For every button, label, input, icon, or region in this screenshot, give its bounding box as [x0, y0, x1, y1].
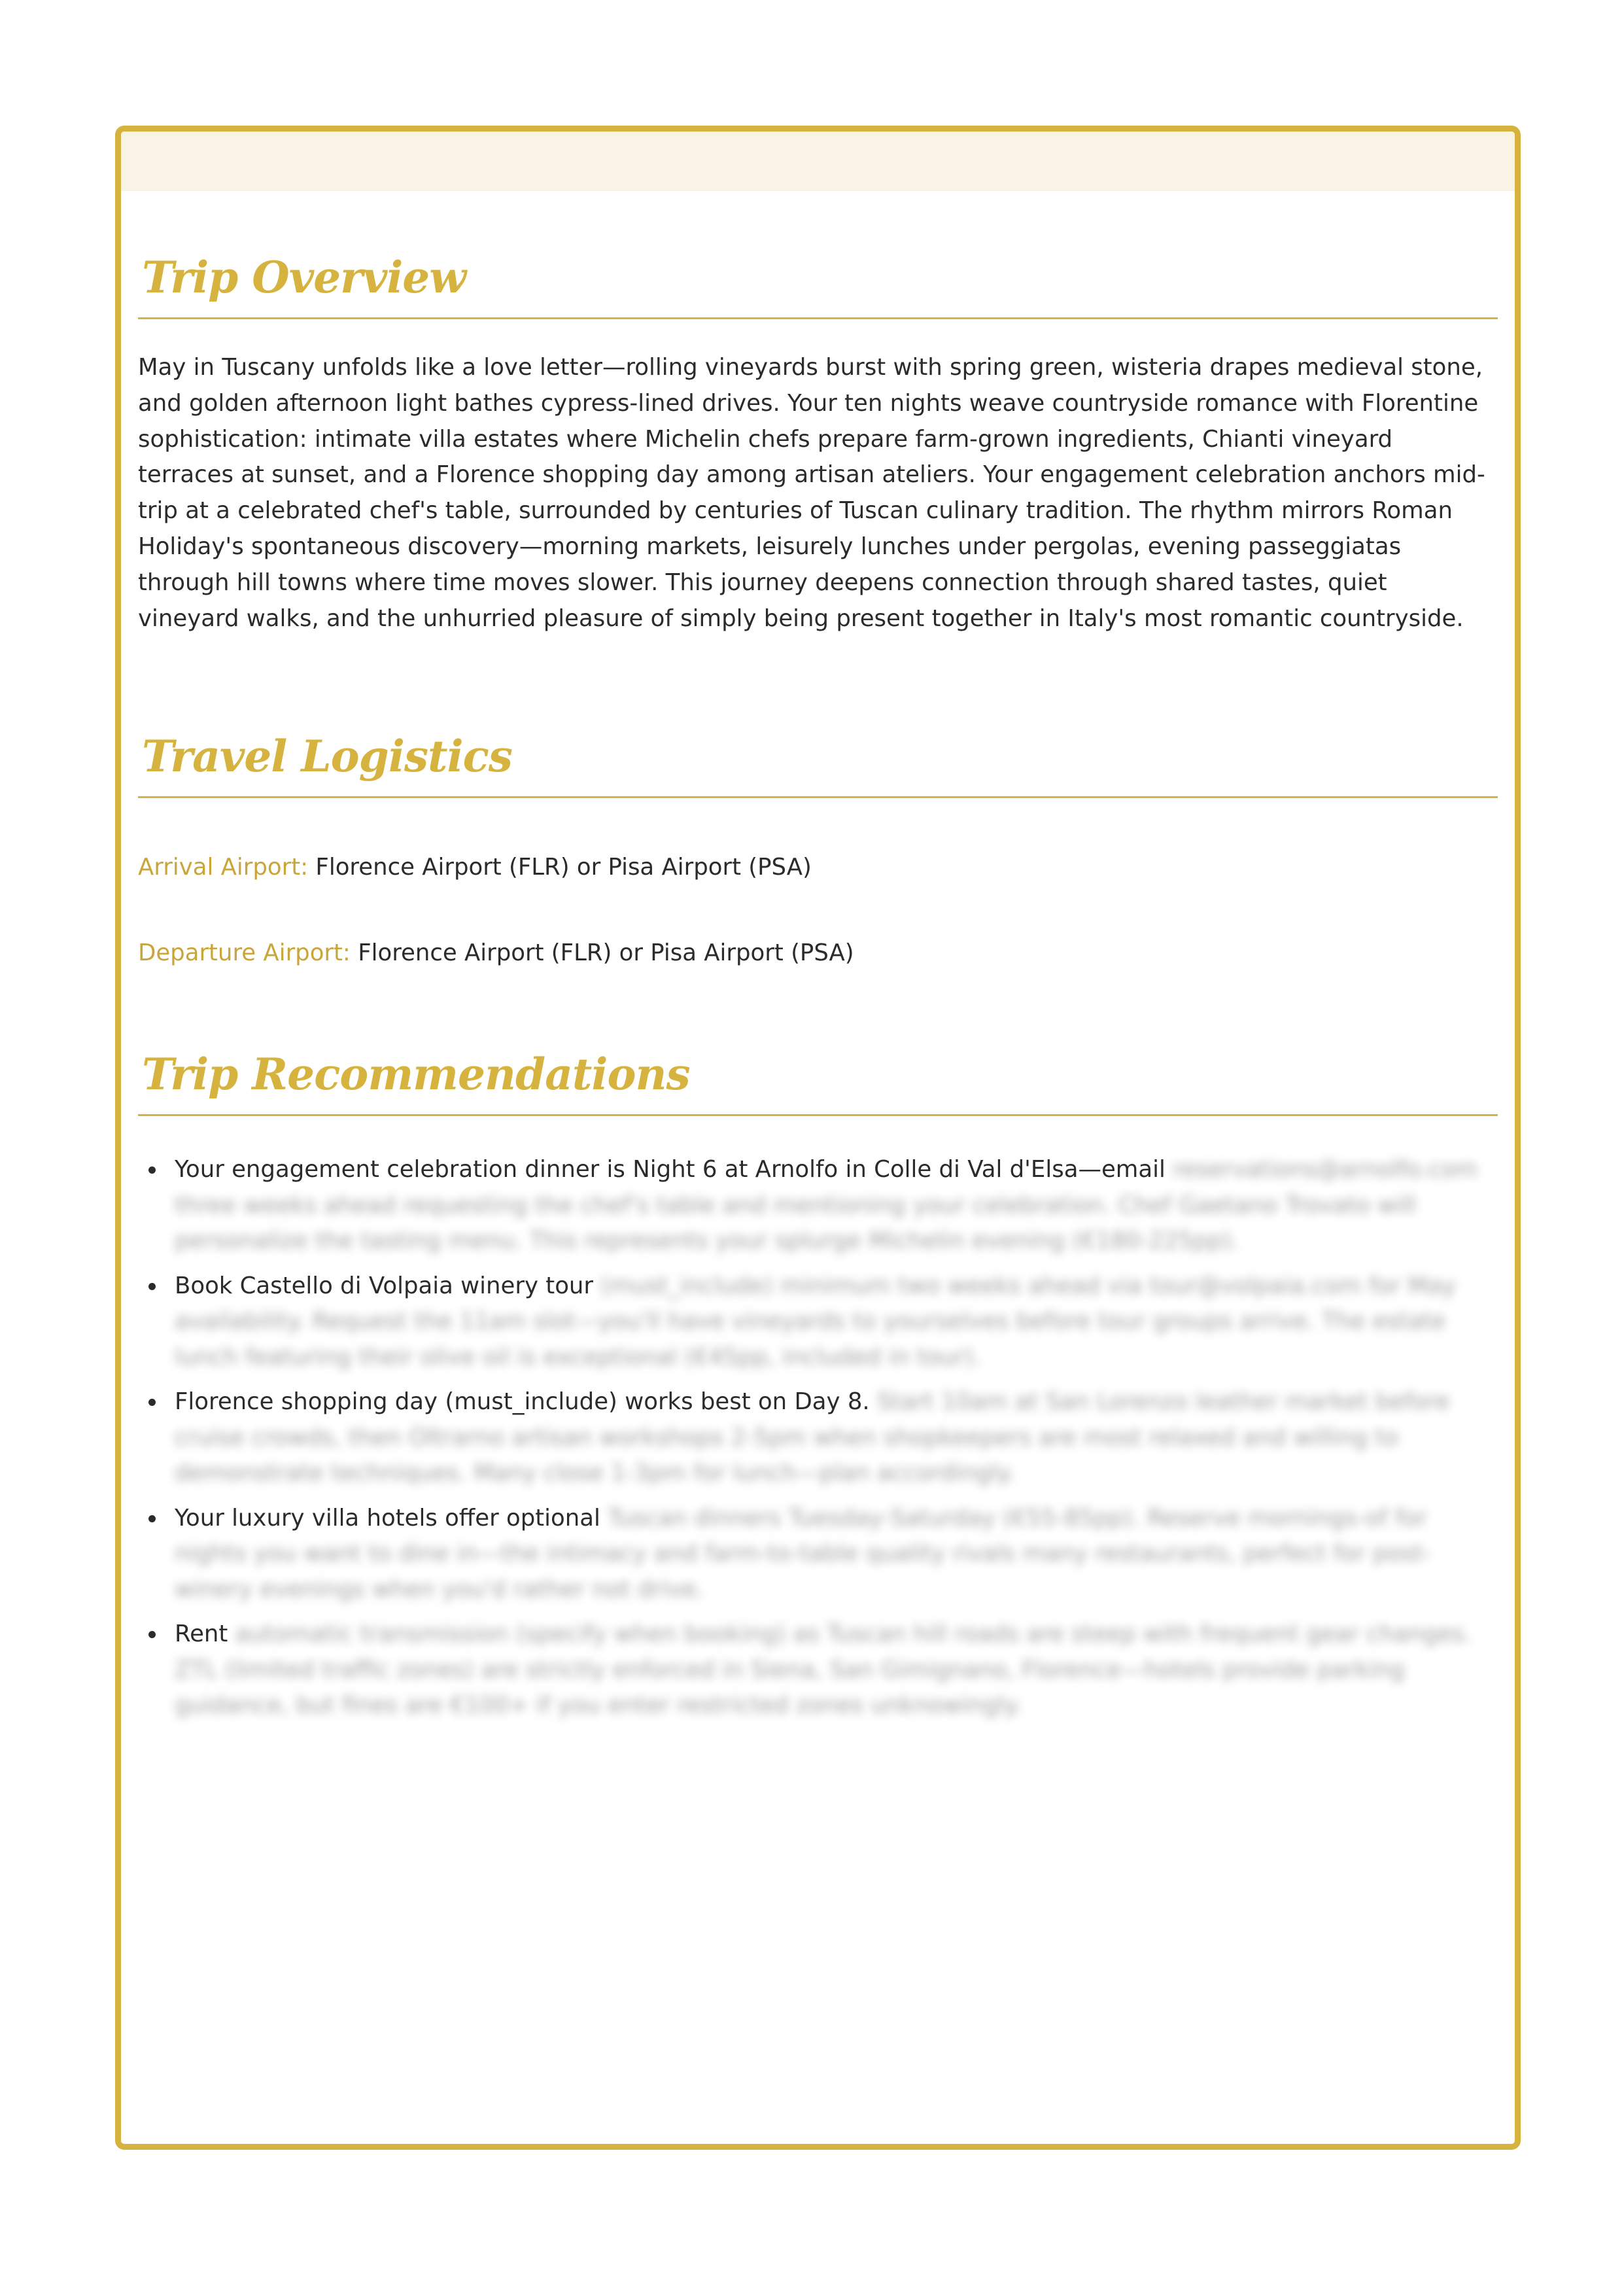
recommendation-text: Your luxury villa hotels offer optional — [175, 1504, 608, 1532]
itinerary-card — [115, 126, 1521, 2150]
card-header-band — [121, 131, 1515, 191]
trip-overview-text: May in Tuscany unfolds like a love letter—rolling vineyards burst with spring green, wisteria drapes medieval stone, and golden afternoon light bathes cypress-lined drives. Your ten nights weave countryside romance with Florentine sophistication: intimate villa estates where Michelin chefs prepare farm-grown ingredients, Chianti vineyard terraces at sunset, and a Florence shopping day among artisan ateliers. Your engagement celebration anchors mid-trip at a celebrated chef's table, surrounded by centuries of Tuscan culinary tradition. The rhythm mirrors Roman Holiday's spontaneous discovery—morning markets, leisurely lunches under pergolas, evening passeggiatas through hill towns where time moves slower. This journey deepens connection through shared tastes, quiet vineyard walks, and the unhurried pleasure of simply being present together in Italy's most romantic countryside. — [138, 354, 1485, 632]
recommendation-blurred-text: Tuscan dinners Tuesday-Saturday (€55-85pp). Reserve mornings-of for nights you want to dine in—the intimacy and farm-to-table quality rivals many restaurants, perfect for post-winery evenings when you'd rather not drive. — [175, 1504, 1432, 1603]
arrival-airport-row — [138, 851, 1498, 884]
recommendation-item-shopping-day — [175, 1384, 1498, 1492]
departure-airport-value: Florence Airport (FLR) or Pisa Airport (PSA) — [358, 939, 854, 966]
recommendation-text: Rent — [175, 1621, 235, 1647]
recommendation-text: Florence shopping day (must_include) works best on Day 8. — [175, 1388, 877, 1415]
recommendation-item-winery-tour — [175, 1269, 1498, 1376]
arrival-airport-value: Florence Airport (FLR) or Pisa Airport (PSA) — [315, 854, 812, 881]
recommendation-blurred-text: automatic transmission (specify when booking) as Tuscan hill roads are steep with frequent gear changes. ZTL (limited traffic zones) are strictly enforced in Siena, San Gimignano, Florence—hotels provide parking guidance, but fines are €100+ if you enter restricted zones unknowingly. — [175, 1621, 1472, 1719]
recommendation-text: Your engagement celebration dinner is Night 6 at Arnolfo in Colle di Val d'Elsa—email — [175, 1156, 1173, 1183]
recommendation-item-engagement-dinner — [175, 1152, 1498, 1259]
departure-airport-label: Departure Airport: — [138, 939, 351, 966]
recommendation-text: Book Castello di Volpaia winery tour — [175, 1272, 601, 1299]
departure-airport-row — [138, 937, 1498, 970]
recommendation-blurred-text: (must_include) minimum two weeks ahead via tour@volpaia.com for May availability. Request the 11am slot—you'll have vineyards to yourselves before tour groups arrive. The estate lunch featuring their olive oil is exceptional (€45pp, included in tour). — [175, 1272, 1457, 1371]
recommendation-blurred-text: Start 10am at San Lorenzo leather market before cruise crowds, then Oltrarno artisan workshops 2-5pm when shopkeepers are most relaxed and willing to demonstrate techniques. Many close 1-3pm for lunch—plan accordingly. — [175, 1388, 1450, 1486]
recommendation-item-villa-dinners — [175, 1501, 1498, 1608]
recommendation-item-car-rental — [175, 1617, 1498, 1724]
travel-logistics-heading: Travel Logistics — [138, 735, 1498, 798]
recommendation-blurred-text: reservations@arnolfo.com three weeks ahead requesting the chef's table and mentioning your celebration. Chef Gaetano Trovato will personalize the tasting menu. This represents your splurge Michelin evening (€180-225pp). — [175, 1156, 1478, 1254]
trip-overview-heading: Trip Overview — [138, 256, 1498, 319]
trip-recommendations-heading: Trip Recommendations — [138, 1053, 1498, 1116]
arrival-airport-label: Arrival Airport: — [138, 854, 309, 881]
recommendations-list — [138, 1152, 1498, 1733]
